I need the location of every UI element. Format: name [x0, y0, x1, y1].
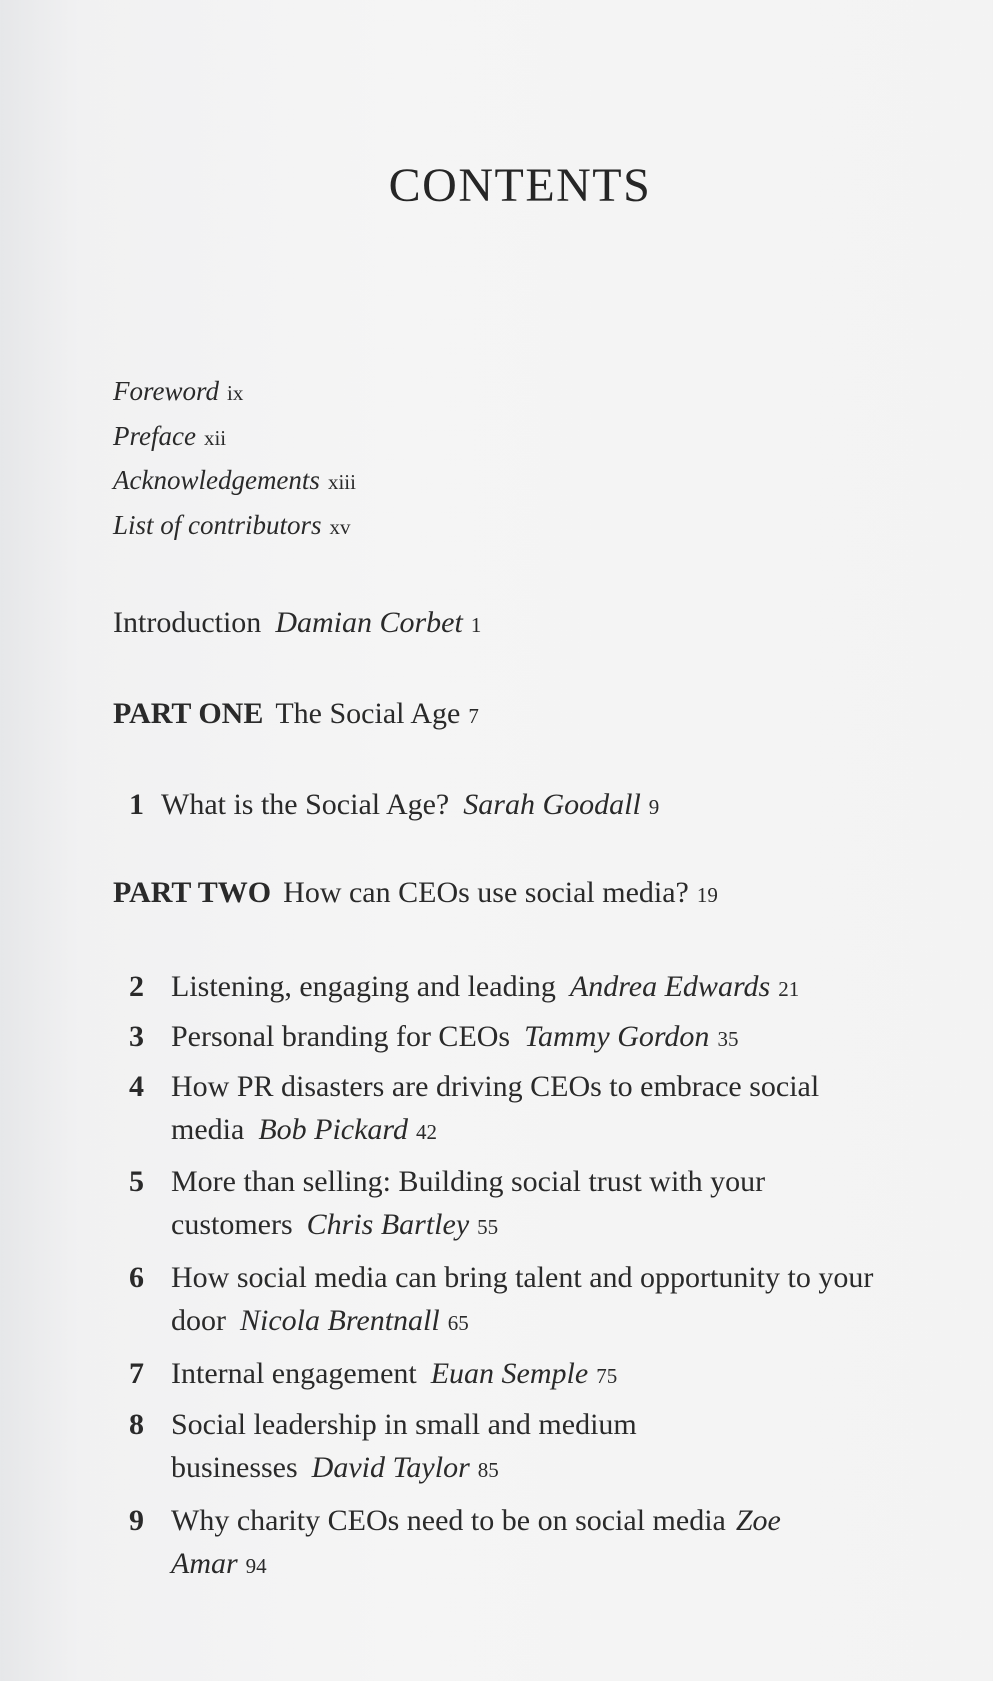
chapter-title: How PR disasters are driving CEOs to embrace social media	[171, 1070, 820, 1146]
chapter-number: 5	[129, 1165, 144, 1198]
part-two-heading[interactable]	[113, 876, 718, 910]
chapter-page: 35	[717, 1027, 739, 1051]
chapter-number: 7	[129, 1357, 144, 1390]
prelim-label: Preface	[113, 420, 196, 451]
part-one-heading[interactable]	[113, 697, 479, 731]
part-label: PART ONE	[113, 697, 264, 730]
chapter-entry-4[interactable]	[129, 1065, 889, 1154]
chapter-title: How social media can bring talent and opportunity to your door	[171, 1261, 874, 1337]
intro-author: Damian Corbet	[275, 606, 463, 639]
chapter-title: Internal engagement	[171, 1357, 417, 1390]
chapter-title: More than selling: Building social trust with your customers	[171, 1165, 766, 1241]
prelim-item-acknowledgements[interactable]	[113, 465, 356, 510]
chapter-title: Social leadership in small and medium businesses	[171, 1408, 637, 1484]
chapter-author: Nicola Brentnall	[240, 1304, 440, 1337]
prelims-list	[113, 376, 356, 554]
chapter-page: 75	[596, 1364, 618, 1388]
chapter-title: Personal branding for CEOs	[171, 1020, 511, 1053]
intro-page: 1	[470, 613, 482, 637]
intro-label: Introduction	[113, 606, 262, 639]
chapter-author: Andrea Edwards	[569, 970, 771, 1003]
chapter-number: 2	[129, 970, 144, 1003]
page-title: CONTENTS	[388, 159, 652, 212]
chapter-entry-1[interactable]	[129, 783, 889, 829]
prelim-page: xiii	[327, 470, 356, 494]
chapter-title: Listening, engaging and leading	[171, 970, 556, 1003]
prelim-page: xii	[203, 425, 227, 450]
prelim-page: ix	[227, 381, 244, 405]
chapter-author: David Taylor	[311, 1451, 470, 1484]
prelim-label: List of contributors	[113, 509, 322, 540]
prelim-page: xv	[329, 514, 351, 539]
prelim-label: Acknowledgements	[113, 465, 320, 495]
part-title: The Social Age	[275, 697, 461, 730]
chapter-author: Euan Semple	[430, 1357, 589, 1390]
chapter-title: What is the Social Age?	[161, 788, 450, 821]
chapter-page: 65	[447, 1311, 469, 1335]
chapter-page: 21	[778, 977, 800, 1001]
prelim-item-contributors[interactable]	[113, 510, 356, 555]
chapter-entry-7[interactable]	[129, 1352, 889, 1398]
chapter-page: 85	[477, 1458, 499, 1482]
chapter-number: 6	[129, 1261, 144, 1294]
chapter-page: 9	[648, 795, 660, 819]
chapter-number: 8	[129, 1408, 144, 1441]
chapter-number: 4	[129, 1070, 144, 1103]
chapter-author: Chris Bartley	[306, 1208, 470, 1241]
introduction-entry[interactable]	[113, 606, 481, 640]
part-page: 7	[468, 704, 479, 728]
chapter-entry-9[interactable]	[129, 1499, 819, 1588]
chapter-entry-2[interactable]	[129, 965, 889, 1011]
chapter-entry-3[interactable]	[129, 1015, 889, 1061]
chapter-page: 94	[245, 1554, 267, 1578]
prelim-item-foreword[interactable]	[113, 376, 356, 421]
part-page: 19	[696, 883, 718, 907]
prelim-label: Foreword	[113, 376, 219, 406]
part-label: PART TWO	[113, 876, 272, 909]
chapter-page: 55	[477, 1215, 499, 1239]
chapter-author: Sarah Goodall	[463, 788, 641, 821]
chapter-number: 9	[129, 1504, 144, 1537]
chapter-entry-8[interactable]	[129, 1403, 729, 1492]
chapter-page: 42	[416, 1120, 437, 1144]
chapter-author: Bob Pickard	[258, 1113, 408, 1146]
prelim-item-preface[interactable]	[113, 421, 356, 466]
chapter-author: Zoe Amar	[171, 1504, 781, 1580]
chapter-author: Tammy Gordon	[524, 1020, 710, 1053]
chapter-number: 3	[129, 1020, 144, 1053]
chapter-entry-5[interactable]	[129, 1160, 849, 1249]
chapter-number: 1	[129, 788, 144, 821]
chapter-entry-6[interactable]	[129, 1256, 899, 1345]
part-title: How can CEOs use social media?	[283, 876, 689, 909]
chapter-title: Why charity CEOs need to be on social media	[171, 1504, 726, 1537]
